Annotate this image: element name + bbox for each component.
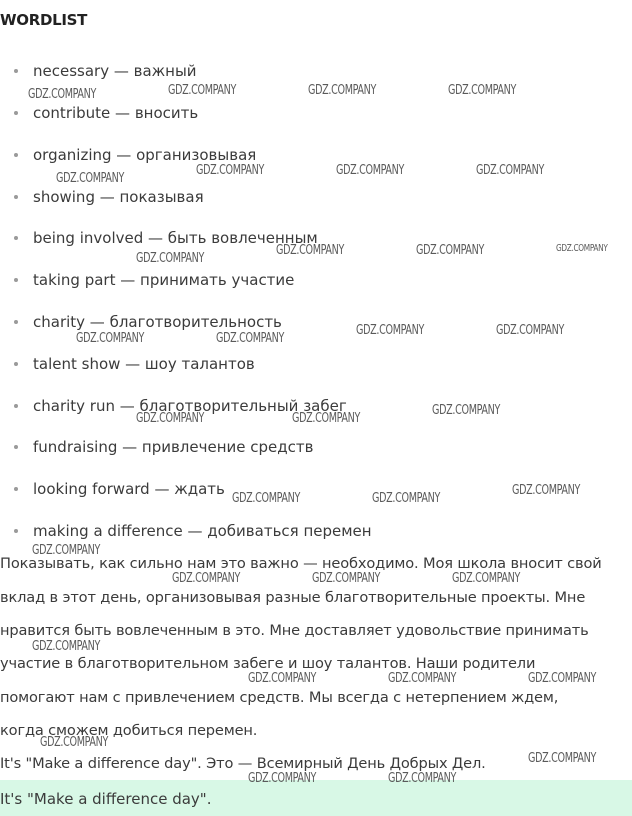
- watermark: GDZ.COMPANY: [276, 243, 345, 258]
- watermark: GDZ.COMPANY: [40, 735, 109, 750]
- watermark: GDZ.COMPANY: [308, 83, 377, 98]
- watermark: GDZ.COMPANY: [136, 411, 205, 426]
- paragraph-line: нравится быть вовлеченным в это. Мне доставляет удовольствие принимать: [0, 622, 589, 639]
- watermark: GDZ.COMPANY: [136, 251, 205, 266]
- wordlist-item-text: making a difference — добиваться перемен: [33, 522, 372, 540]
- wordlist-item-text: fundraising — привлечение средств: [33, 438, 314, 456]
- paragraph-line: Показывать, как сильно нам это важно — необходимо. Моя школа вносит свой: [0, 555, 602, 572]
- wordlist-item-text: charity — благотворительность: [33, 313, 282, 331]
- wordlist-item-text: organizing — организовывая: [33, 146, 257, 164]
- bullet-icon: [14, 69, 18, 73]
- watermark: GDZ.COMPANY: [56, 171, 125, 186]
- wordlist-item-text: showing — показывая: [33, 188, 204, 206]
- wordlist-item-text: being involved — быть вовлеченным: [33, 229, 318, 247]
- bullet-icon: [14, 195, 18, 199]
- watermark: GDZ.COMPANY: [336, 163, 405, 178]
- watermark: GDZ.COMPANY: [356, 323, 425, 338]
- bullet-icon: [14, 404, 18, 408]
- watermark: GDZ.COMPANY: [28, 87, 97, 102]
- watermark: GDZ.COMPANY: [172, 571, 241, 586]
- wordlist-item-text: necessary — важный: [33, 62, 197, 80]
- watermark: GDZ.COMPANY: [248, 671, 317, 686]
- wordlist-heading: WORDLIST: [0, 11, 88, 29]
- watermark: GDZ.COMPANY: [232, 491, 301, 506]
- bullet-icon: [14, 529, 18, 533]
- bullet-icon: [14, 153, 18, 157]
- bullet-icon: [14, 487, 18, 491]
- paragraph-line: когда сможем добиться перемен.: [0, 722, 258, 739]
- paragraph-line: участие в благотворительном забеге и шоу талантов. Наши родители: [0, 655, 536, 672]
- watermark: GDZ.COMPANY: [448, 83, 517, 98]
- watermark: GDZ.COMPANY: [388, 671, 457, 686]
- watermark: GDZ.COMPANY: [32, 639, 101, 654]
- watermark: GDZ.COMPANY: [496, 323, 565, 338]
- watermark: GDZ.COMPANY: [476, 163, 545, 178]
- wordlist-item-text: charity run — благотворительный забег: [33, 397, 347, 415]
- watermark: GDZ.COMPANY: [556, 243, 608, 254]
- paragraph-line: вклад в этот день, организовывая разные благотворительные проекты. Мне: [0, 589, 586, 606]
- wordlist-item-text: talent show — шоу талантов: [33, 355, 255, 373]
- watermark: GDZ.COMPANY: [292, 411, 361, 426]
- paragraph-line: It's "Make a difference day". Это — Всемирный День Добрых Дел.: [0, 755, 486, 772]
- watermark: GDZ.COMPANY: [216, 331, 285, 346]
- watermark: GDZ.COMPANY: [32, 543, 101, 558]
- bullet-icon: [14, 362, 18, 366]
- answer-text: It's "Make a difference day".: [0, 790, 212, 808]
- watermark: GDZ.COMPANY: [432, 403, 501, 418]
- watermark: GDZ.COMPANY: [388, 771, 457, 786]
- wordlist-item-text: looking forward — ждать: [33, 480, 225, 498]
- bullet-icon: [14, 278, 18, 282]
- watermark: GDZ.COMPANY: [248, 771, 317, 786]
- bullet-icon: [14, 320, 18, 324]
- watermark: GDZ.COMPANY: [452, 571, 521, 586]
- wordlist-item-text: taking part — принимать участие: [33, 271, 295, 289]
- watermark: GDZ.COMPANY: [312, 571, 381, 586]
- watermark: GDZ.COMPANY: [168, 83, 237, 98]
- bullet-icon: [14, 111, 18, 115]
- paragraph-line: помогают нам с привлечением средств. Мы всегда с нетерпением ждем,: [0, 689, 559, 706]
- watermark: GDZ.COMPANY: [372, 491, 441, 506]
- watermark: GDZ.COMPANY: [196, 163, 265, 178]
- watermark: GDZ.COMPANY: [528, 671, 597, 686]
- watermark: GDZ.COMPANY: [512, 483, 581, 498]
- watermark: GDZ.COMPANY: [416, 243, 485, 258]
- watermark: GDZ.COMPANY: [528, 751, 597, 766]
- bullet-icon: [14, 236, 18, 240]
- bullet-icon: [14, 445, 18, 449]
- wordlist-item-text: contribute — вносить: [33, 104, 199, 122]
- watermark: GDZ.COMPANY: [76, 331, 145, 346]
